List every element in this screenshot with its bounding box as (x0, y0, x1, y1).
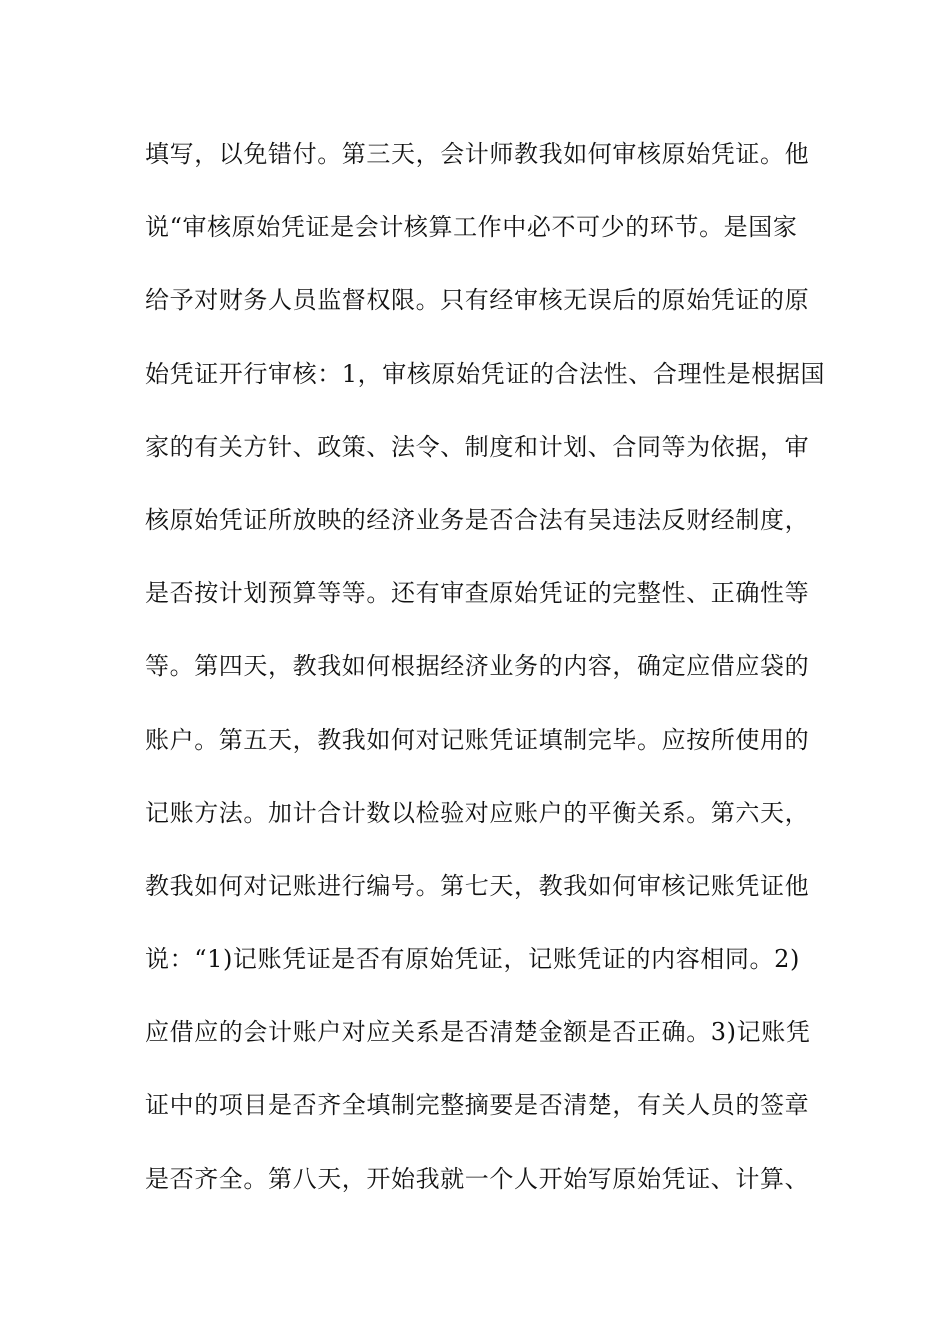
text-line: 始凭证开行审核：1，审核原始凭证的合法性、合理性是根据国 (145, 359, 826, 388)
text-line: 记账方法。加计合计数以检验对应账户的平衡关系。第六天， (145, 798, 810, 827)
text-line: 家的有关方针、政策、法令、制度和计划、合同等为依据，审 (145, 432, 810, 461)
text-line: 应借应的会计账户对应关系是否清楚金额是否正确。3)记账凭 (145, 1018, 811, 1047)
text-line: 核原始凭证所放映的经济业务是否合法有吴违法反财经制度， (145, 505, 810, 534)
text-line: 填写，以免错付。第三天，会计师教我如何审核原始凭证。他 (145, 140, 810, 168)
text-line: 给予对财务人员监督权限。只有经审核无误后的原始凭证的原 (145, 286, 810, 315)
text-line: 说：“1)记账凭证是否有原始凭证，记账凭证的内容相同。2) (145, 945, 800, 974)
text-line: 教我如何对记账进行编号。第七天，教我如何审核记账凭证他 (145, 871, 810, 900)
text-line: 是否按计划预算等等。还有审查原始凭证的完整性、正确性等 (145, 579, 810, 608)
text-line: 说“审核原始凭证是会计核算工作中必不可少的环节。是国家 (145, 213, 798, 242)
text-line: 账户。第五天，教我如何对记账凭证填制完毕。应按所使用的 (145, 725, 810, 754)
text-line: 是否齐全。第八天，开始我就一个人开始写原始凭证、计算、 (145, 1164, 810, 1193)
body-text (145, 131, 825, 1229)
text-line: 证中的项目是否齐全填制完整摘要是否清楚，有关人员的签章 (145, 1091, 810, 1120)
text-line: 等。第四天，教我如何根据经济业务的内容，确定应借应袋的 (145, 652, 810, 681)
